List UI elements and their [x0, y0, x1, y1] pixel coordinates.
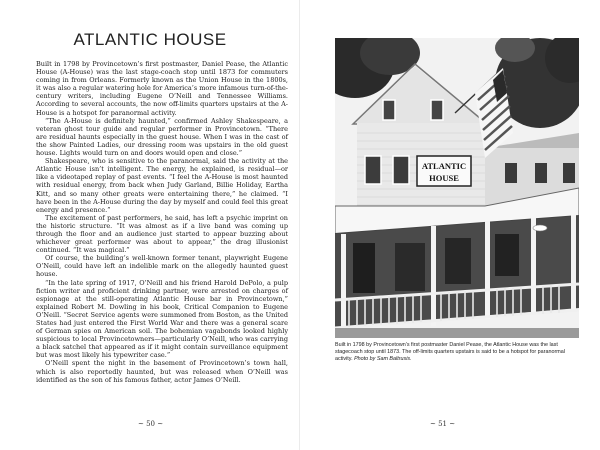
porch — [335, 188, 579, 332]
paragraph: “The A-House is definitely haunted,” confirmed Ashley Shakespeare, a veteran ghost tour guide and regular performer in Provincetown. “There are residual haunts especially in the guest house. When I was in the cast of the show Painted Ladies, our dressing room was upstairs in the old guest house. Lights would turn on and doors would open and close.” — [36, 116, 288, 158]
atlantic-house-sign — [417, 156, 471, 186]
photo-illustration — [335, 38, 579, 338]
page-number-right: ~ 51 ~ — [430, 420, 456, 428]
paragraph: Shakespeare, who is sensitive to the paranormal, said the activity at the Atlantic House isn’t intelligent. The energy, he explained, is residual—or like a videotaped replay of past events. “I feel the A-House is most haunted with residual energy, from back when Judy Garland, Billie Holiday, Eartha Kitt, and so many other greats were entertaining there,” he claimed. “I have been in the A-House during the day by myself and could feel this great energy and presence.” — [36, 157, 288, 214]
caption-text: Built in 1798 by Provincetown’s first postmaster Daniel Pease, the Atlantic House was the last stagecoach stop until 1873. The off-limits quarters upstairs is said to be a hotspot for paranormal activity. — [335, 342, 565, 362]
body-text — [36, 60, 288, 384]
ground — [335, 328, 579, 338]
page-number-left: ~ 50 ~ — [138, 420, 164, 428]
paragraph: O’Neill spent the night in the basement of Provincetown’s town hall, which is also reportedly haunted, but was released when O’Neill was identified as the son of his famous father, actor James O’Neill. — [36, 359, 288, 384]
paragraph: “In the late spring of 1917, O’Neill and his friend Harold DePolo, a pulp fiction writer and proficient drinking partner, were arrested on charges of espionage at the still-operating Atlantic House bar in Provincetown,” explained Robert M. Dowling in his book, Critical Companion to Eugene O’Neill. “Secret Service agents were summoned from Boston, as the United States had just entered the First World War and there was a general scare of German spies on American soil. The bohemian vagabonds looked highly suspicious to local Provincetowners—particularly O’Neill, who was carrying a black satchel that appeared as if it might contain surveillance equipment but was most likely his typewriter case.” — [36, 278, 288, 360]
photo-credit: Photo by Sam Baltrusis. — [354, 356, 412, 362]
paragraph: Of course, the building’s well-known former tenant, playwright Eugene O’Neill, could have left an indelible mark on the allegedly haunted guest house. — [36, 254, 288, 279]
paragraph: Built in 1798 by Provincetown’s first postmaster, Daniel Pease, the Atlantic House (A-House) was the last stage-coach stop until 1873 for commuters coming in from Orleans. Formerly known as the Union House in the 1800s, it was also a regular watering hole for America’s more infamous turn-of-the-century writers, including Eugene O’Neill and Tennessee Williams. According to several accounts, the now off-limits quarters upstairs at the A-House is a hotspot for paranormal activity. — [36, 60, 288, 117]
chapter-title: ATLANTIC HOUSE — [73, 30, 227, 49]
sign-line-1: ATLANTIC — [421, 161, 467, 171]
photo-caption — [335, 342, 579, 363]
atlantic-house-photo — [335, 38, 579, 338]
sign-line-2: HOUSE — [429, 173, 459, 183]
paragraph: The excitement of past performers, he said, has left a psychic imprint on the historic structure. “It was almost as if a live band was coming up through the floor and an audience just started to appear buzzing about whichever great performer was about to appear,” the drag illusionist continued. “It was magical.” — [36, 213, 288, 255]
